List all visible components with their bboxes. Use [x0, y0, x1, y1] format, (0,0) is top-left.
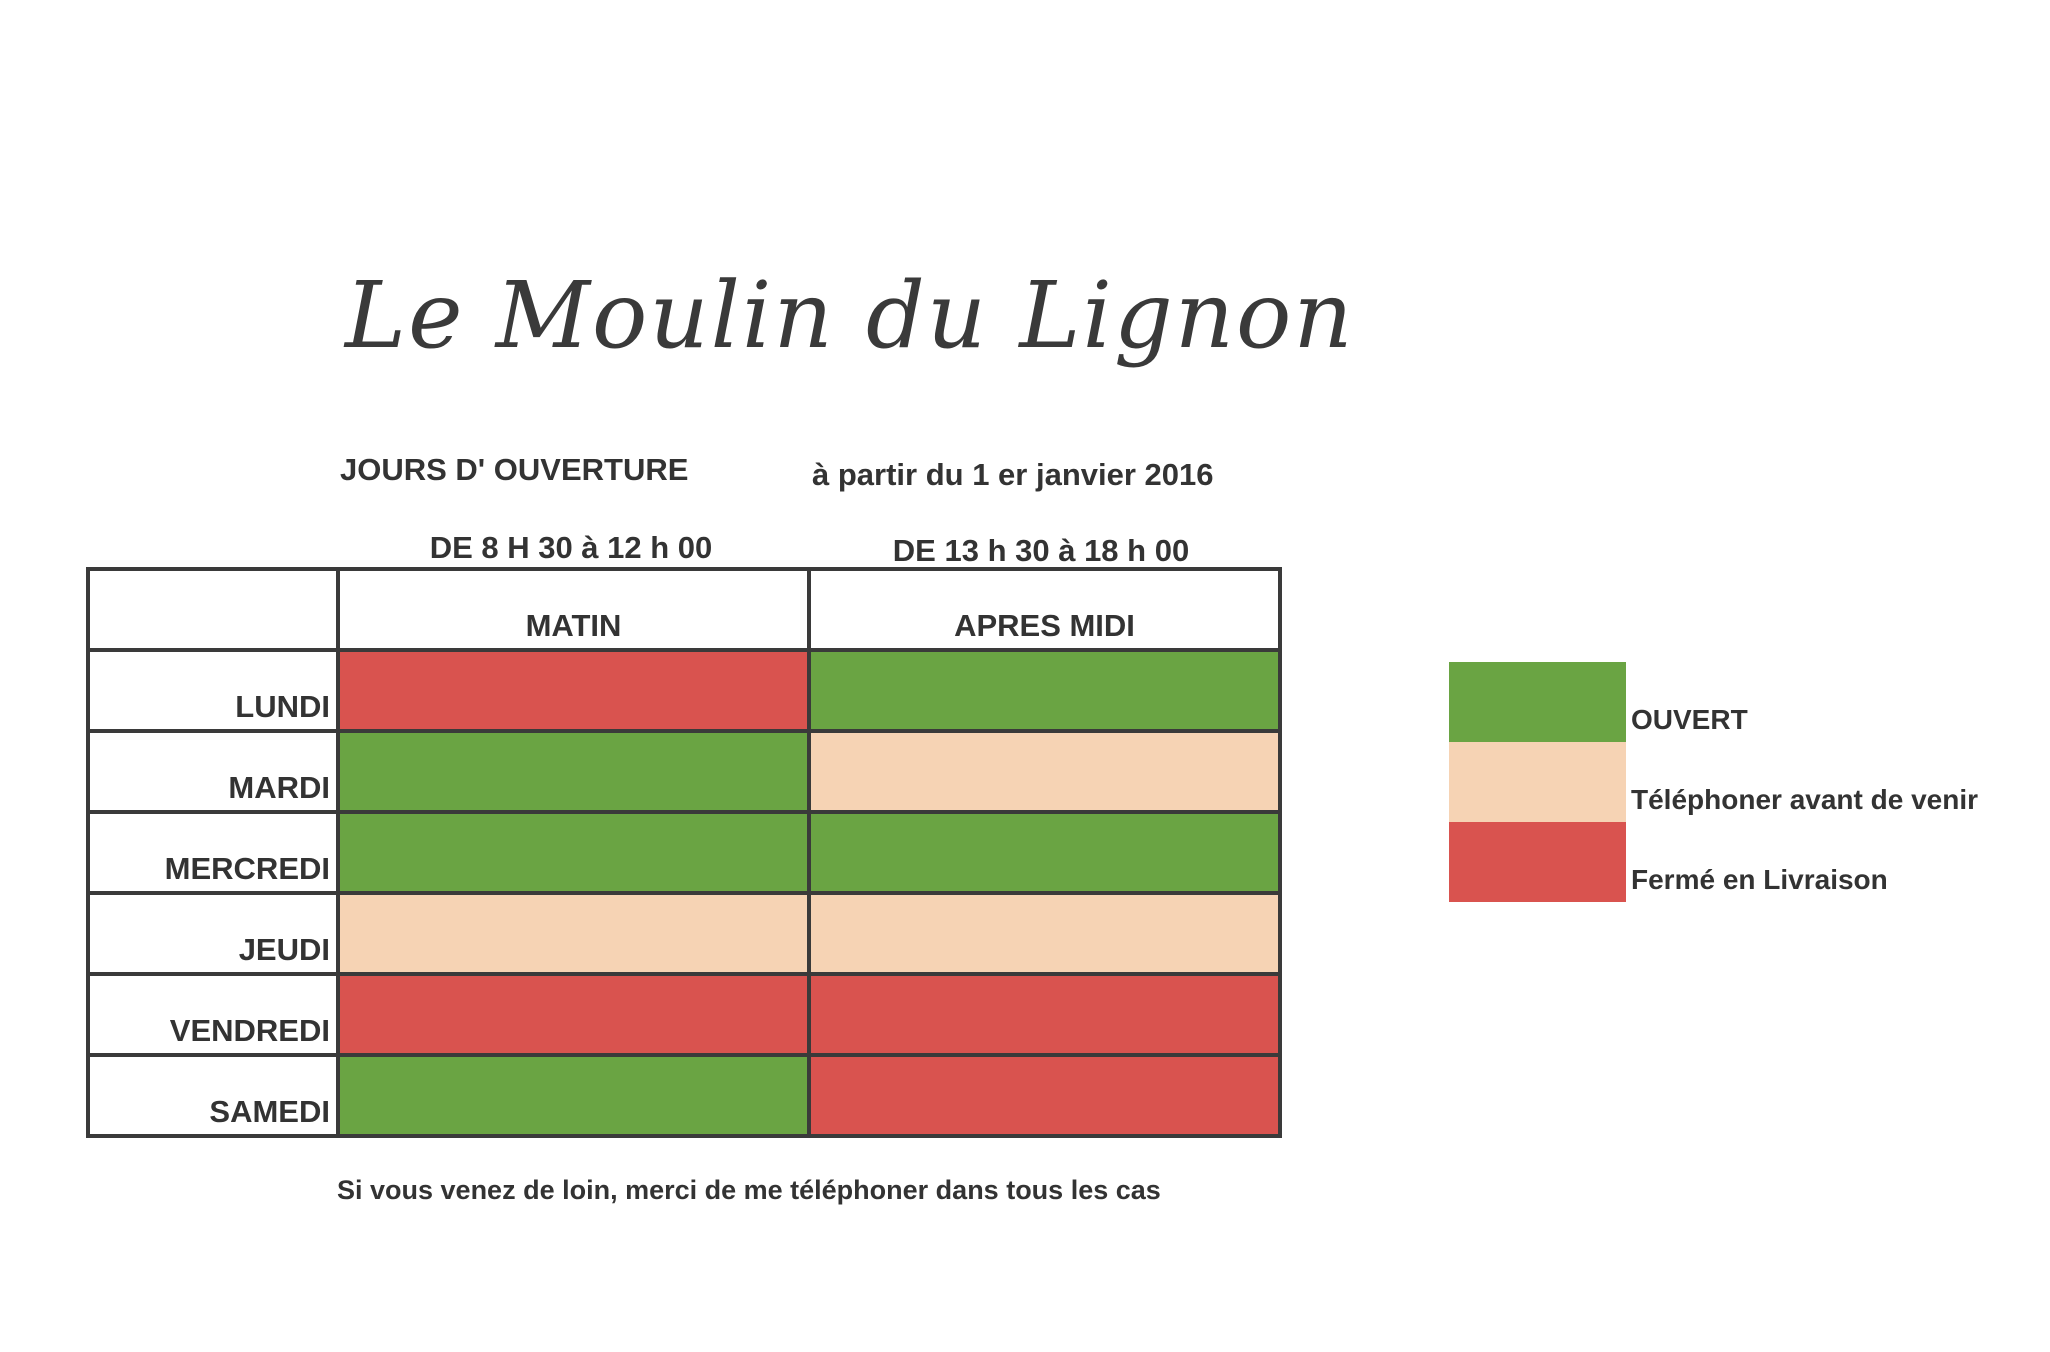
table-row	[88, 812, 1280, 893]
status-cell-afternoon	[809, 812, 1280, 893]
opening-days-heading: JOURS D' OUVERTURE	[340, 452, 689, 487]
effective-date: à partir du 1 er janvier 2016	[812, 457, 1214, 492]
status-cell-morning	[338, 893, 809, 974]
table-row	[88, 731, 1280, 812]
status-cell-afternoon	[809, 731, 1280, 812]
column-header-matin: MATIN	[338, 569, 809, 650]
status-cell-afternoon	[809, 650, 1280, 731]
status-cell-afternoon	[809, 893, 1280, 974]
corner-cell	[88, 569, 338, 650]
day-label: JEUDI	[88, 893, 338, 974]
day-label: SAMEDI	[88, 1055, 338, 1136]
day-label: MERCREDI	[88, 812, 338, 893]
status-cell-morning	[338, 974, 809, 1055]
table-row	[88, 1055, 1280, 1136]
footnote: Si vous venez de loin, merci de me téléphoner dans tous les cas	[337, 1175, 1161, 1205]
legend-label-ferme: Fermé en Livraison	[1631, 864, 1888, 895]
status-cell-morning	[338, 1055, 809, 1136]
legend-label-ouvert: OUVERT	[1631, 704, 1748, 735]
legend-label-telephoner: Téléphoner avant de venir	[1631, 784, 1978, 815]
table-row	[88, 893, 1280, 974]
page-title: Le Moulin du Lignon	[345, 262, 1355, 369]
day-label: VENDREDI	[88, 974, 338, 1055]
status-cell-afternoon	[809, 974, 1280, 1055]
table-row	[88, 974, 1280, 1055]
morning-hours: DE 8 H 30 à 12 h 00	[429, 530, 713, 565]
day-label: LUNDI	[88, 650, 338, 731]
legend-swatch-ferme	[1449, 822, 1626, 902]
opening-schedule-table	[86, 567, 1282, 1138]
status-cell-morning	[338, 650, 809, 731]
table-row	[88, 650, 1280, 731]
table-header-row	[88, 569, 1280, 650]
status-cell-morning	[338, 731, 809, 812]
legend-swatch-ouvert	[1449, 662, 1626, 742]
afternoon-hours: DE 13 h 30 à 18 h 00	[892, 533, 1190, 568]
day-label: MARDI	[88, 731, 338, 812]
legend-swatch-telephoner	[1449, 742, 1626, 822]
column-header-apres-midi: APRES MIDI	[809, 569, 1280, 650]
status-cell-afternoon	[809, 1055, 1280, 1136]
status-cell-morning	[338, 812, 809, 893]
